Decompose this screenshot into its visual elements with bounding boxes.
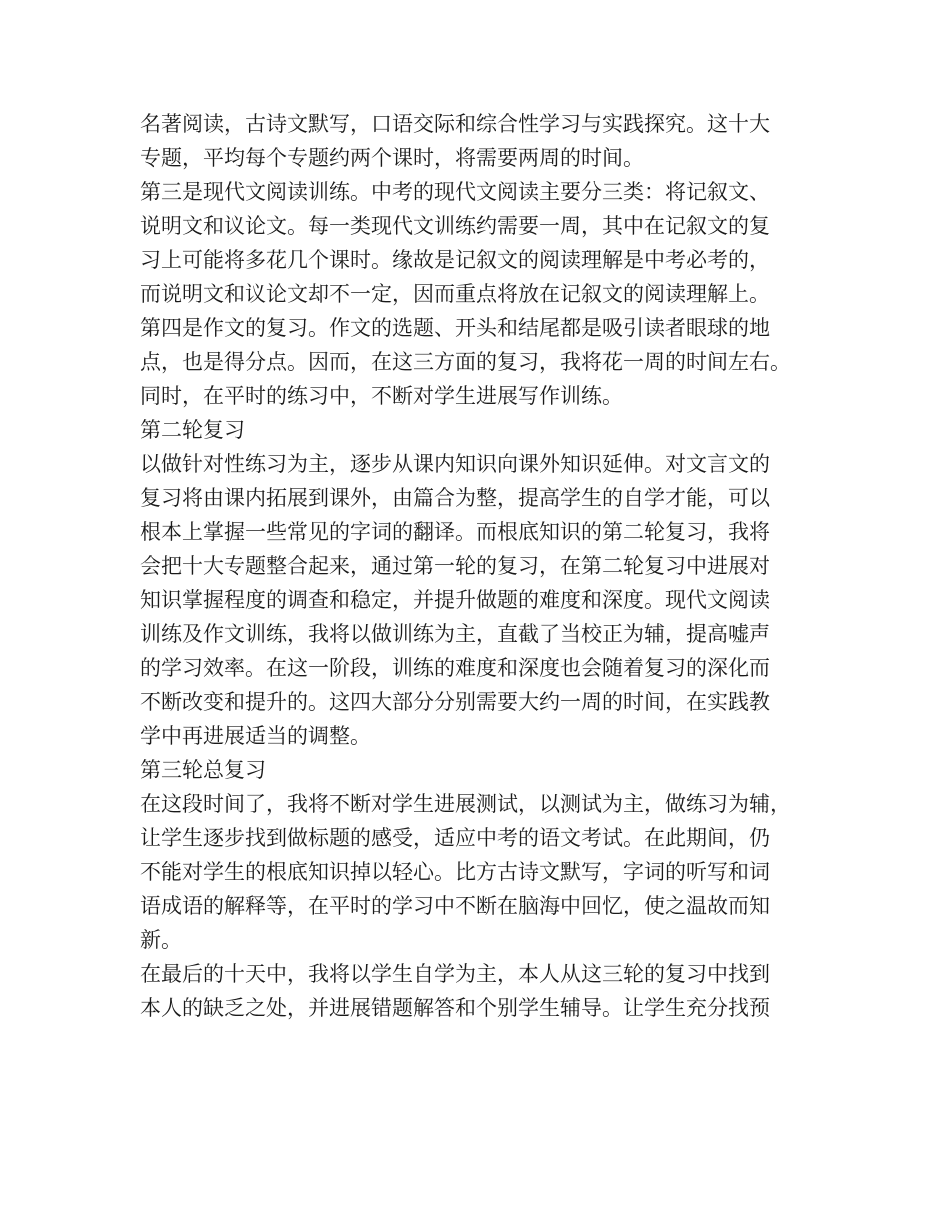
text-line: 同时，在平时的练习中，不断对学生进展写作训练。 bbox=[140, 384, 623, 408]
text-line: 在最后的十天中，我将以学生自学为主，本人从这三轮的复习中找到 bbox=[140, 962, 770, 986]
text-line: 复习将由课内拓展到课外，由篇合为整，提高学生的自学才能，可以 bbox=[140, 486, 770, 510]
document-body bbox=[140, 107, 840, 1025]
text-line: 让学生逐步找到做标题的感受，适应中考的语文考试。在此期间，仍 bbox=[140, 826, 770, 850]
text-line: 不断改变和提升的。这四大部分分别需要大约一周的时间，在实践教 bbox=[140, 690, 770, 714]
text-line: 第三是现代文阅读训练。中考的现代文阅读主要分三类：将记叙文、 bbox=[140, 180, 770, 204]
text-line: 名著阅读，古诗文默写，口语交际和综合性学习与实践探究。这十大 bbox=[140, 112, 770, 136]
text-line: 训练及作文训练，我将以做训练为主，直截了当校正为辅，提高嘘声 bbox=[140, 622, 770, 646]
text-line: 语成语的解释等，在平时的学习中不断在脑海中回忆，使之温故而知 bbox=[140, 894, 770, 918]
text-line: 点，也是得分点。因而，在这三方面的复习，我将花一周的时间左右。 bbox=[140, 350, 791, 374]
text-line: 根本上掌握一些常见的字词的翻译。而根底知识的第二轮复习，我将 bbox=[140, 520, 770, 544]
text-line: 不能对学生的根底知识掉以轻心。比方古诗文默写，字词的听写和词 bbox=[140, 860, 770, 884]
text-line: 以做针对性练习为主，逐步从课内知识向课外知识延伸。对文言文的 bbox=[140, 452, 770, 476]
text-line: 新。 bbox=[140, 928, 182, 952]
text-line: 在这段时间了，我将不断对学生进展测试，以测试为主，做练习为辅， bbox=[140, 792, 791, 816]
text-line: 说明文和议论文。每一类现代文训练约需要一周，其中在记叙文的复 bbox=[140, 214, 770, 238]
section-heading: 第二轮复习 bbox=[140, 418, 245, 442]
text-line: 的学习效率。在这一阶段，训练的难度和深度也会随着复习的深化而 bbox=[140, 656, 770, 680]
text-line: 习上可能将多花几个课时。缘故是记叙文的阅读理解是中考必考的， bbox=[140, 248, 770, 272]
text-line: 专题，平均每个专题约两个课时，将需要两周的时间。 bbox=[140, 146, 644, 170]
text-line: 学中再进展适当的调整。 bbox=[140, 724, 371, 748]
text-line: 本人的缺乏之处，并进展错题解答和个别学生辅导。让学生充分找预 bbox=[140, 996, 770, 1020]
text-line: 第四是作文的复习。作文的选题、开头和结尾都是吸引读者眼球的地 bbox=[140, 316, 770, 340]
section-heading: 第三轮总复习 bbox=[140, 758, 266, 782]
text-line: 会把十大专题整合起来，通过第一轮的复习，在第二轮复习中进展对 bbox=[140, 554, 770, 578]
text-line: 知识掌握程度的调查和稳定，并提升做题的难度和深度。现代文阅读 bbox=[140, 588, 770, 612]
text-line: 而说明文和议论文却不一定，因而重点将放在记叙文的阅读理解上。 bbox=[140, 282, 770, 306]
